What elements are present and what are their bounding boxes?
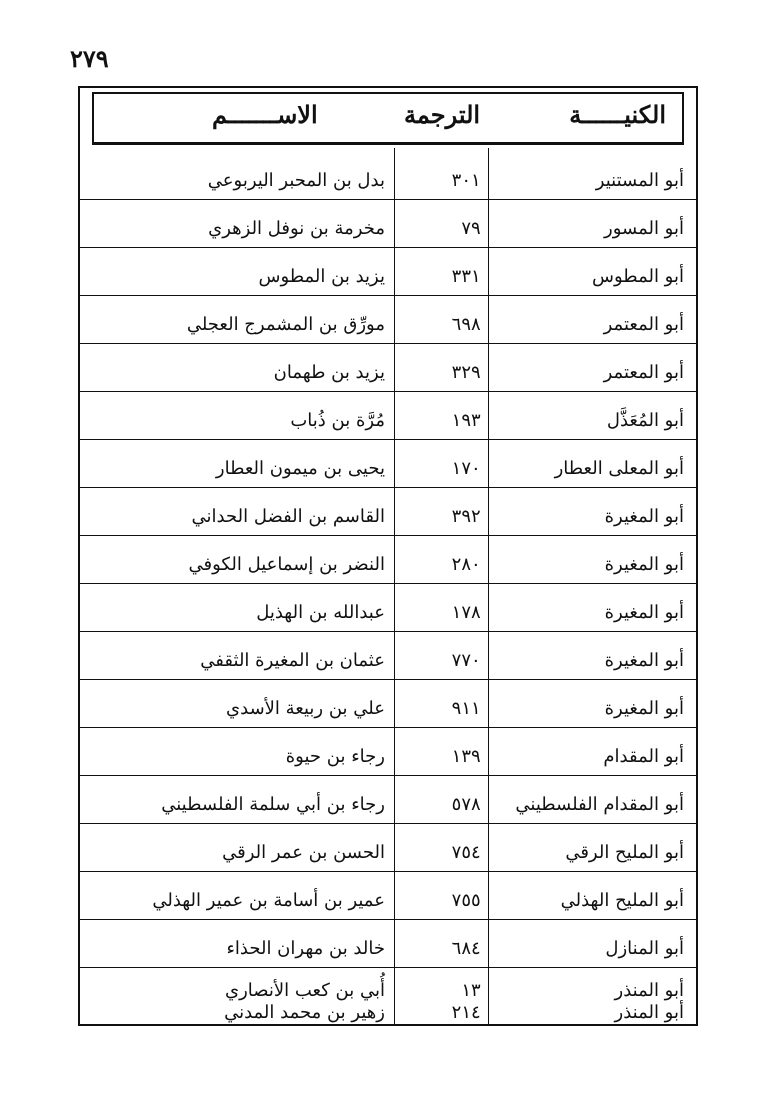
kunya-cell: أبو المليح الرقي — [565, 842, 684, 863]
table-row — [80, 152, 696, 200]
table-row — [80, 248, 696, 296]
table-row — [80, 968, 696, 1060]
kunya-cell: أبو المغيرة — [604, 506, 684, 527]
kunya-cell: أبو المسور — [604, 218, 684, 239]
translation-cell: ٧٥٤ — [451, 842, 481, 863]
name-cell: يزيد بن المطوس — [258, 266, 385, 287]
translation-cell: ٥٧٨ — [451, 794, 481, 815]
name-line: أُبي بن كعب الأنصاري — [224, 980, 385, 1001]
table-row — [80, 200, 696, 248]
translation-cell: ٣٣١ — [451, 266, 481, 287]
header-kunya: الكنيــــــة — [569, 100, 666, 129]
translation-cell: ١٧٨ — [451, 602, 481, 623]
name-cell: رجاء بن حيوة — [285, 746, 385, 767]
name-cell: خالد بن مهران الحذاء — [226, 938, 385, 959]
table-row — [80, 632, 696, 680]
kunya-cell: أبو المغيرة — [604, 554, 684, 575]
translation-cell: ٣٠١ — [451, 170, 481, 191]
kunya-cell: أبو المغيرة — [604, 650, 684, 671]
name-cell: عثمان بن المغيرة الثقفي — [200, 650, 385, 671]
name-cell: بدل بن المحبر اليربوعي — [207, 170, 385, 191]
table-row — [80, 440, 696, 488]
kunya-cell: أبو المليح الهذلي — [560, 890, 684, 911]
kunya-cell — [487, 968, 696, 1060]
translation-cell: ٧٩ — [461, 218, 481, 239]
translation-cell: ٧٧٠ — [451, 650, 481, 671]
table-row — [80, 680, 696, 728]
translation-cell: ٧٥٥ — [451, 890, 481, 911]
kunya-cell: أبو المعتمر — [603, 362, 684, 383]
name-cell: القاسم بن الفضل الحداني — [191, 506, 385, 527]
translation-cell: ٢٨٠ — [451, 554, 481, 575]
translation-cell: ١٧٠ — [451, 458, 481, 479]
kunya-table — [78, 86, 698, 1026]
kunya-cell: أبو المقدام الفلسطيني — [515, 794, 684, 815]
name-cell: مورِّق بن المشمرج العجلي — [186, 314, 385, 335]
header-translation: الترجمة — [404, 100, 481, 129]
name-cell: علي بن ربيعة الأسدي — [226, 698, 385, 719]
translation-cell: ٩١١ — [451, 698, 481, 719]
kunya-cell: أبو المغيرة — [604, 698, 684, 719]
kunya-cell: أبو المنازل — [605, 938, 684, 959]
kunya-cell: أبو المستنير — [595, 170, 684, 191]
translation-cell: ١٣٩ — [451, 746, 481, 767]
translation-cell: ٦٩٨ — [451, 314, 481, 335]
translation-cell: ٣٩٢ — [451, 506, 481, 527]
name-line: زهير بن محمد المدني — [224, 1002, 385, 1023]
kunya-cell: أبو المعلى العطار — [554, 458, 684, 479]
name-cell: يحيى بن ميمون العطار — [215, 458, 385, 479]
name-cell — [80, 968, 393, 1060]
table-row — [80, 488, 696, 536]
translation-cell — [393, 968, 487, 1060]
kunya-cell: أبو المطوس — [592, 266, 684, 287]
table-row — [80, 824, 696, 872]
kunya-line: أبو المنذر — [614, 1002, 684, 1023]
table-row — [80, 584, 696, 632]
kunya-line: أبو المنذر — [614, 980, 684, 1001]
table-row — [80, 536, 696, 584]
name-cell: الحسن بن عمر الرقي — [222, 842, 385, 863]
name-cell: يزيد بن طهمان — [273, 362, 385, 383]
name-cell: مخرمة بن نوفل الزهري — [208, 218, 385, 239]
kunya-cell: أبو المعتمر — [603, 314, 684, 335]
table-header — [92, 92, 684, 145]
translation-line: ١٣ — [461, 980, 481, 1001]
kunya-cell: أبو المُعَذَّل — [606, 410, 684, 431]
translation-cell: ٦٨٤ — [451, 938, 481, 959]
translation-cell: ٣٢٩ — [451, 362, 481, 383]
name-cell: عبدالله بن الهذيل — [256, 602, 385, 623]
table-row — [80, 296, 696, 344]
kunya-cell: أبو المقدام — [603, 746, 684, 767]
translation-line: ٢١٤ — [451, 1002, 481, 1023]
page-number: ٢٧٩ — [70, 44, 109, 73]
name-cell: عمير بن أسامة بن عمير الهذلي — [152, 890, 385, 911]
table-row — [80, 776, 696, 824]
table-row — [80, 392, 696, 440]
translation-cell: ١٩٣ — [451, 410, 481, 431]
table-row — [80, 728, 696, 776]
table-row — [80, 872, 696, 920]
name-cell: مُرَّة بن ذُباب — [290, 410, 385, 431]
header-name: الاســـــــم — [212, 100, 318, 129]
name-cell: رجاء بن أبي سلمة الفلسطيني — [161, 794, 385, 815]
name-cell: النضر بن إسماعيل الكوفي — [188, 554, 385, 575]
table-body — [80, 152, 696, 1024]
table-row — [80, 920, 696, 968]
table-row — [80, 344, 696, 392]
kunya-cell: أبو المغيرة — [604, 602, 684, 623]
